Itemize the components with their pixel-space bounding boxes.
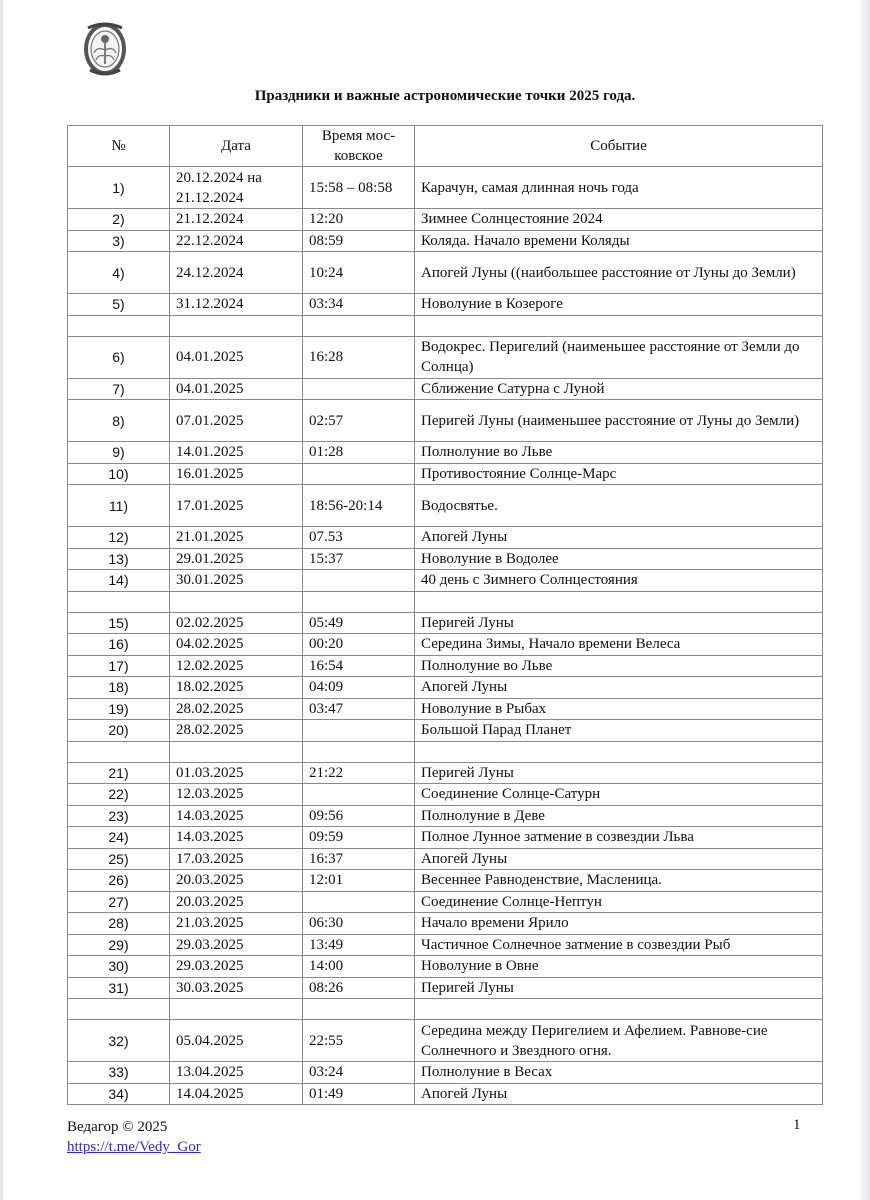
table-row — [68, 698, 823, 720]
row-number: 28) — [68, 913, 170, 935]
row-event: Соединение Солнце-Нептун — [415, 891, 823, 913]
row-time: 18:56-20:14 — [303, 485, 415, 527]
row-event: Полное Лунное затмение в созвездии Льва — [415, 827, 823, 849]
row-number: 2) — [68, 209, 170, 231]
row-date — [170, 999, 303, 1020]
row-event: Перигей Луны — [415, 762, 823, 784]
row-number — [68, 591, 170, 612]
row-number: 18) — [68, 677, 170, 699]
table-row — [68, 913, 823, 935]
row-date: 29.03.2025 — [170, 956, 303, 978]
row-date: 13.04.2025 — [170, 1062, 303, 1084]
row-number: 12) — [68, 527, 170, 549]
row-event: Новолуние в Водолее — [415, 548, 823, 570]
copyright-text: Ведагор © 2025 — [67, 1119, 168, 1135]
row-number: 9) — [68, 442, 170, 464]
table-row — [68, 634, 823, 656]
row-event — [415, 999, 823, 1020]
row-time: 16:37 — [303, 848, 415, 870]
row-number: 5) — [68, 294, 170, 316]
row-event: Новолуние в Рыбах — [415, 698, 823, 720]
row-number — [68, 741, 170, 762]
row-time: 07.53 — [303, 527, 415, 549]
table-row — [68, 720, 823, 742]
row-event: Водокрес. Перигелий (наименьшее расстояние от Земли до Солнца) — [415, 336, 823, 378]
row-date: 18.02.2025 — [170, 677, 303, 699]
table-row — [68, 400, 823, 442]
row-number: 31) — [68, 977, 170, 999]
row-event: Перигей Луны — [415, 977, 823, 999]
row-time — [303, 784, 415, 806]
row-number: 17) — [68, 655, 170, 677]
table-row — [68, 570, 823, 592]
row-time — [303, 378, 415, 400]
row-event: Противостояние Солнце-Марс — [415, 463, 823, 485]
table-row — [68, 230, 823, 252]
table-row — [68, 1083, 823, 1105]
row-event: Большой Парад Планет — [415, 720, 823, 742]
row-time: 16:54 — [303, 655, 415, 677]
page-footer — [67, 1117, 201, 1157]
row-event: Перигей Луны — [415, 612, 823, 634]
table-row — [68, 1020, 823, 1062]
row-date: 04.02.2025 — [170, 634, 303, 656]
row-time: 03:24 — [303, 1062, 415, 1084]
row-event: Начало времени Ярило — [415, 913, 823, 935]
emblem-thistle-wreath-icon — [82, 20, 128, 76]
row-date: 04.01.2025 — [170, 336, 303, 378]
row-date: 20.12.2024 на 21.12.2024 — [170, 167, 303, 209]
separator-row — [68, 741, 823, 762]
row-date: 28.02.2025 — [170, 720, 303, 742]
row-event — [415, 315, 823, 336]
table-row — [68, 209, 823, 231]
row-number: 20) — [68, 720, 170, 742]
row-number: 19) — [68, 698, 170, 720]
row-time: 16:28 — [303, 336, 415, 378]
row-event: Середина Зимы, Начало времени Велеса — [415, 634, 823, 656]
row-date: 31.12.2024 — [170, 294, 303, 316]
separator-row — [68, 315, 823, 336]
row-date: 07.01.2025 — [170, 400, 303, 442]
row-number: 25) — [68, 848, 170, 870]
row-time: 14:00 — [303, 956, 415, 978]
row-time: 08:26 — [303, 977, 415, 999]
row-number: 10) — [68, 463, 170, 485]
row-event: Соединение Солнце-Сатурн — [415, 784, 823, 806]
row-number: 30) — [68, 956, 170, 978]
row-number: 23) — [68, 805, 170, 827]
row-number: 11) — [68, 485, 170, 527]
row-event: Апогей Луны ((наибольшее расстояние от Луны до Земли) — [415, 252, 823, 294]
row-number: 26) — [68, 870, 170, 892]
row-number: 13) — [68, 548, 170, 570]
row-date: 21.03.2025 — [170, 913, 303, 935]
row-date: 12.03.2025 — [170, 784, 303, 806]
row-time: 02:57 — [303, 400, 415, 442]
row-event: Сближение Сатурна с Луной — [415, 378, 823, 400]
table-row — [68, 848, 823, 870]
page-number: 1 — [793, 1117, 801, 1133]
table-row — [68, 167, 823, 209]
row-time: 13:49 — [303, 934, 415, 956]
row-event — [415, 591, 823, 612]
row-date: 14.04.2025 — [170, 1083, 303, 1105]
row-time: 01:28 — [303, 442, 415, 464]
row-number: 27) — [68, 891, 170, 913]
table-row — [68, 378, 823, 400]
page-title: Праздники и важные астрономические точки 2025 года. — [254, 88, 636, 104]
row-time: 03:47 — [303, 698, 415, 720]
table-row — [68, 956, 823, 978]
row-event: Коляда. Начало времени Коляды — [415, 230, 823, 252]
table-row — [68, 527, 823, 549]
row-event: 40 день с Зимнего Солнцестояния — [415, 570, 823, 592]
row-number: 4) — [68, 252, 170, 294]
row-number: 24) — [68, 827, 170, 849]
separator-row — [68, 591, 823, 612]
table-row — [68, 762, 823, 784]
row-date: 14.03.2025 — [170, 805, 303, 827]
table-row — [68, 977, 823, 999]
row-time: 00:20 — [303, 634, 415, 656]
row-number: 14) — [68, 570, 170, 592]
table-row — [68, 612, 823, 634]
row-event: Полнолуние во Льве — [415, 442, 823, 464]
table-row — [68, 294, 823, 316]
row-time: 04:09 — [303, 677, 415, 699]
row-number — [68, 999, 170, 1020]
row-date: 02.02.2025 — [170, 612, 303, 634]
row-time — [303, 591, 415, 612]
row-event: Полнолуние в Деве — [415, 805, 823, 827]
row-date: 30.01.2025 — [170, 570, 303, 592]
row-time — [303, 570, 415, 592]
row-number: 21) — [68, 762, 170, 784]
table-row — [68, 805, 823, 827]
row-time — [303, 891, 415, 913]
table-row — [68, 870, 823, 892]
events-table — [67, 125, 823, 1105]
row-number: 33) — [68, 1062, 170, 1084]
row-time: 01:49 — [303, 1083, 415, 1105]
table-header-row — [68, 126, 823, 167]
row-date — [170, 315, 303, 336]
row-event: Водосвятье. — [415, 485, 823, 527]
table-row — [68, 463, 823, 485]
row-number: 22) — [68, 784, 170, 806]
column-header-event: Событие — [415, 126, 823, 167]
row-event: Середина между Перигелием и Афелием. Равнове-сие Солнечного и Звездного огня. — [415, 1020, 823, 1062]
row-event: Апогей Луны — [415, 1083, 823, 1105]
row-time: 06:30 — [303, 913, 415, 935]
table-row — [68, 784, 823, 806]
row-date: 22.12.2024 — [170, 230, 303, 252]
row-date: 16.01.2025 — [170, 463, 303, 485]
table-row — [68, 442, 823, 464]
table-row — [68, 827, 823, 849]
row-date: 05.04.2025 — [170, 1020, 303, 1062]
row-date: 20.03.2025 — [170, 891, 303, 913]
row-number: 6) — [68, 336, 170, 378]
row-time — [303, 463, 415, 485]
row-time: 09:56 — [303, 805, 415, 827]
row-time: 22:55 — [303, 1020, 415, 1062]
row-number: 7) — [68, 378, 170, 400]
row-time: 15:58 – 08:58 — [303, 167, 415, 209]
row-event: Полнолуние во Льве — [415, 655, 823, 677]
row-number: 34) — [68, 1083, 170, 1105]
row-date: 12.02.2025 — [170, 655, 303, 677]
column-header-time: Время мос-ковское — [303, 126, 415, 167]
row-time: 15:37 — [303, 548, 415, 570]
row-date: 24.12.2024 — [170, 252, 303, 294]
row-date: 04.01.2025 — [170, 378, 303, 400]
row-event: Перигей Луны (наименьшее расстояние от Луны до Земли) — [415, 400, 823, 442]
row-date: 17.03.2025 — [170, 848, 303, 870]
row-time — [303, 315, 415, 336]
row-time — [303, 741, 415, 762]
row-date: 29.01.2025 — [170, 548, 303, 570]
row-event — [415, 741, 823, 762]
row-event: Апогей Луны — [415, 527, 823, 549]
row-number: 16) — [68, 634, 170, 656]
viewer-edge-right — [861, 0, 870, 1200]
row-number — [68, 315, 170, 336]
row-time: 08:59 — [303, 230, 415, 252]
viewer-edge-left — [0, 0, 3, 1200]
row-event: Полнолуние в Весах — [415, 1062, 823, 1084]
row-event: Карачун, самая длинная ночь года — [415, 167, 823, 209]
row-date — [170, 591, 303, 612]
row-time: 09:59 — [303, 827, 415, 849]
row-number: 15) — [68, 612, 170, 634]
row-number: 32) — [68, 1020, 170, 1062]
row-date: 28.02.2025 — [170, 698, 303, 720]
telegram-link[interactable]: https://t.me/Vedy_Gor — [67, 1139, 201, 1155]
column-header-number: № — [68, 126, 170, 167]
row-number: 29) — [68, 934, 170, 956]
row-date: 14.03.2025 — [170, 827, 303, 849]
table-row — [68, 485, 823, 527]
row-date: 21.12.2024 — [170, 209, 303, 231]
row-event: Частичное Солнечное затмение в созвездии Рыб — [415, 934, 823, 956]
row-date: 30.03.2025 — [170, 977, 303, 999]
row-date: 01.03.2025 — [170, 762, 303, 784]
column-header-date: Дата — [170, 126, 303, 167]
table-row — [68, 934, 823, 956]
row-time — [303, 999, 415, 1020]
row-date: 14.01.2025 — [170, 442, 303, 464]
row-time: 21:22 — [303, 762, 415, 784]
row-time: 03:34 — [303, 294, 415, 316]
row-event: Апогей Луны — [415, 677, 823, 699]
row-time: 12:20 — [303, 209, 415, 231]
row-number: 8) — [68, 400, 170, 442]
row-time — [303, 720, 415, 742]
row-event: Апогей Луны — [415, 848, 823, 870]
row-time: 10:24 — [303, 252, 415, 294]
table-row — [68, 655, 823, 677]
table-row — [68, 548, 823, 570]
row-number: 3) — [68, 230, 170, 252]
table-row — [68, 336, 823, 378]
separator-row — [68, 999, 823, 1020]
row-date: 21.01.2025 — [170, 527, 303, 549]
table-row — [68, 252, 823, 294]
row-date: 29.03.2025 — [170, 934, 303, 956]
row-number: 1) — [68, 167, 170, 209]
row-date — [170, 741, 303, 762]
row-date: 17.01.2025 — [170, 485, 303, 527]
row-event: Зимнее Солнцестояние 2024 — [415, 209, 823, 231]
row-event: Новолуние в Овне — [415, 956, 823, 978]
table-row — [68, 1062, 823, 1084]
table-row — [68, 891, 823, 913]
row-event: Весеннее Равноденствие, Масленица. — [415, 870, 823, 892]
row-time: 05:49 — [303, 612, 415, 634]
row-date: 20.03.2025 — [170, 870, 303, 892]
row-time: 12:01 — [303, 870, 415, 892]
table-row — [68, 677, 823, 699]
row-event: Новолуние в Козероге — [415, 294, 823, 316]
